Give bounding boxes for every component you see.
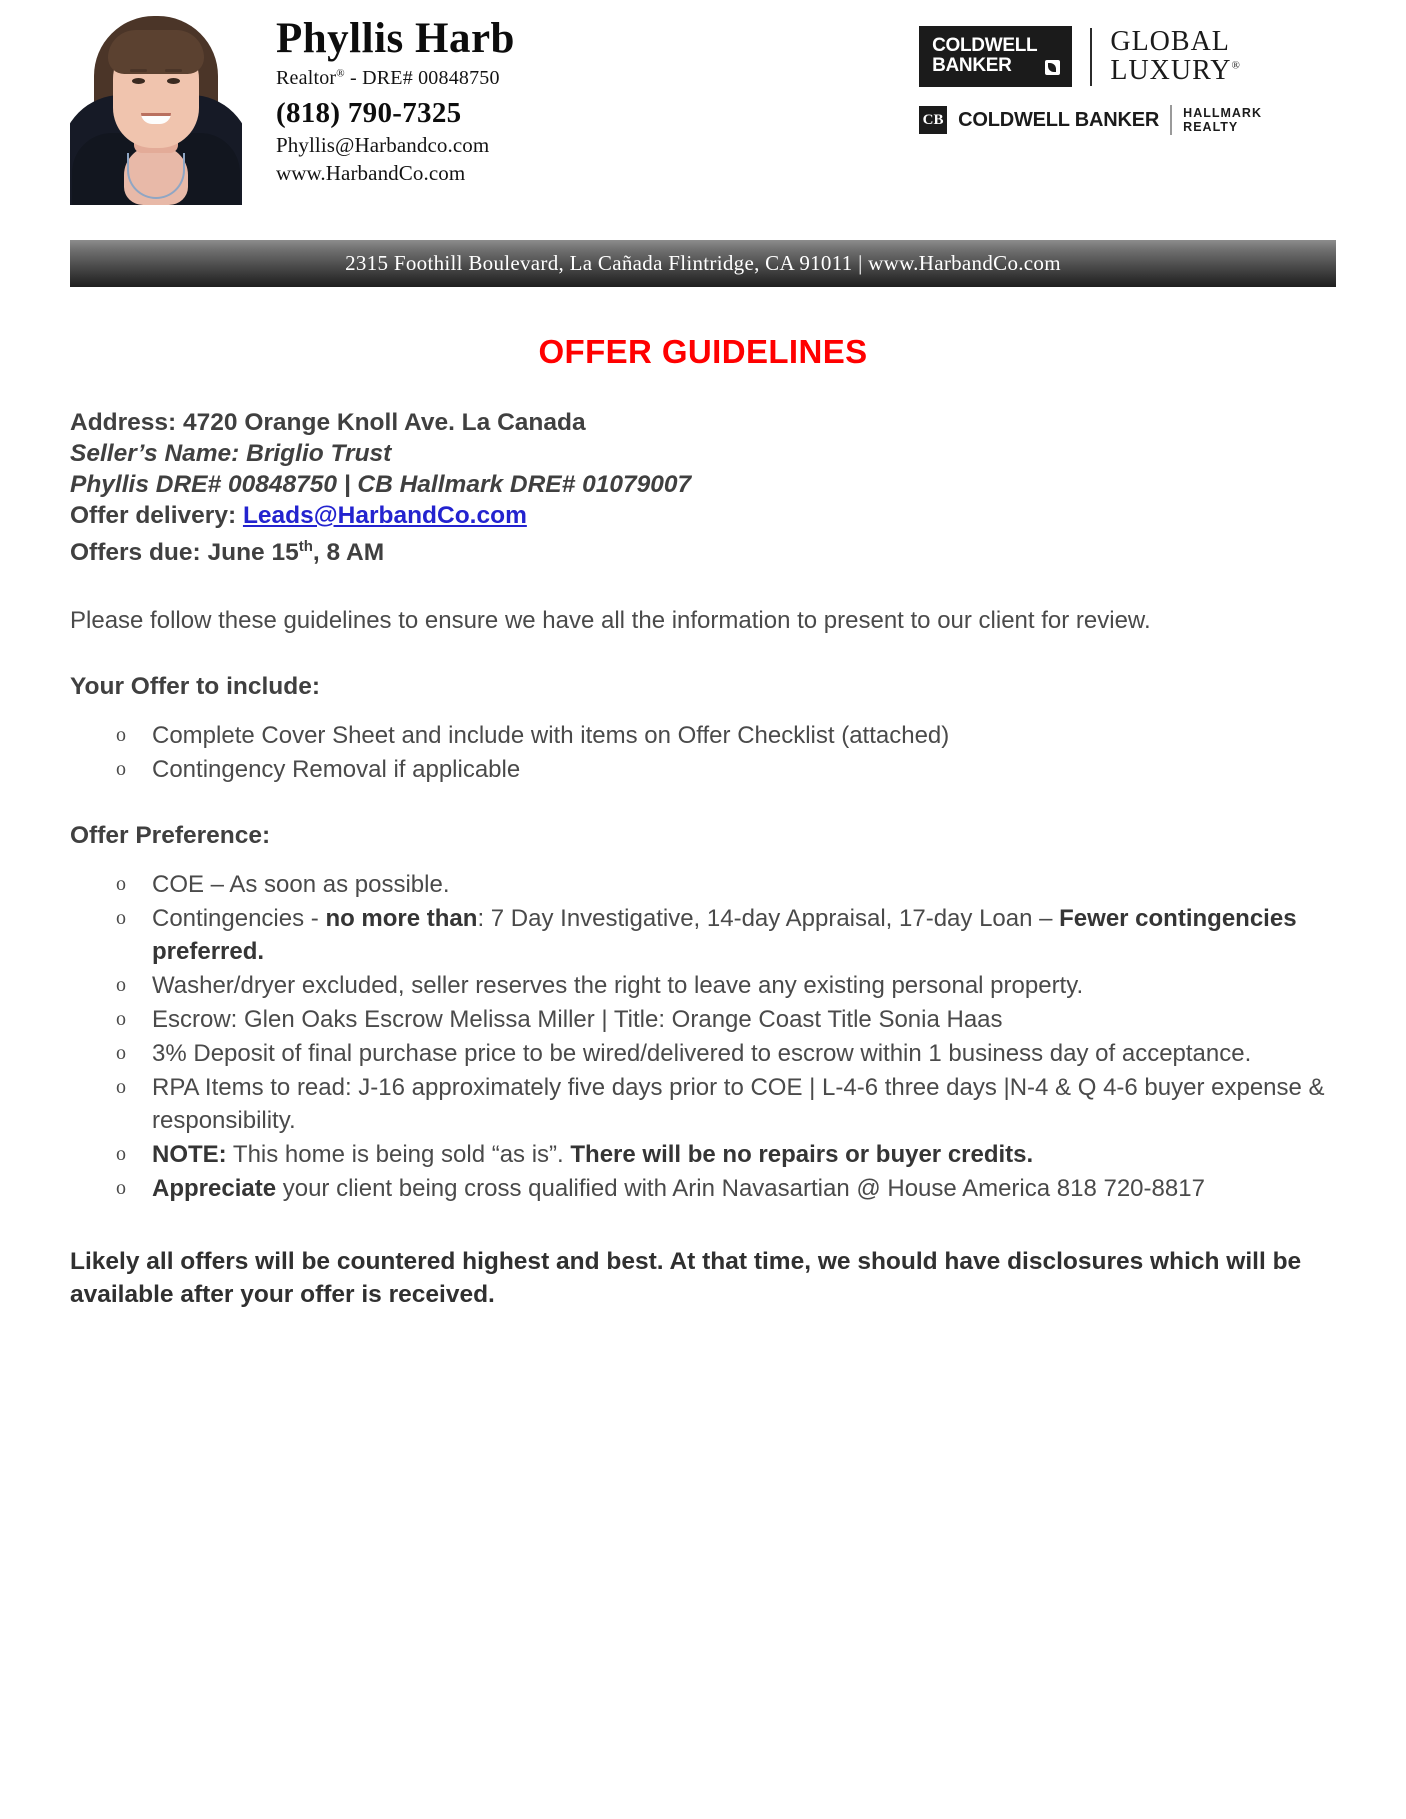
list-item-emphasis: no more than <box>325 905 478 933</box>
list-item-text: This home is being sold “as is”. <box>226 1141 571 1169</box>
coldwell-banker-badge <box>919 26 1072 87</box>
logo-divider <box>1090 28 1092 86</box>
global-luxury-wordmark <box>1110 25 1241 86</box>
offer-delivery-email-link[interactable]: Leads@HarbandCo.com <box>242 502 527 529</box>
list-item-emphasis: Appreciate <box>152 1175 277 1203</box>
agent-license-line: Realtor® - DRE# 00848750 <box>276 67 500 90</box>
office-address-text: 2315 Foothill Boulevard, La Cañada Flintridge, CA 91011 | www.HarbandCo.com <box>345 251 1061 275</box>
agent-dre-number: - DRE# 00848750 <box>344 67 500 90</box>
list-item-emphasis: NOTE: <box>152 1141 227 1169</box>
address-label: Address: <box>70 409 177 436</box>
office-address-bar <box>70 240 1336 287</box>
property-address-line <box>70 407 1336 438</box>
page-title: OFFER GUIDELINES <box>538 333 868 370</box>
list-item: o Complete Cover Sheet and include with items on Offer Checklist (attached) <box>108 719 1336 752</box>
coldwell-word: COLDWELL <box>932 35 1038 56</box>
list-item <box>108 969 1336 1002</box>
list-item <box>108 1172 1336 1205</box>
list-item <box>108 1138 1336 1171</box>
offers-due-line <box>70 531 1336 568</box>
your-offer-list <box>70 719 1336 786</box>
list-item-emphasis: There will be no repairs or buyer credits. <box>570 1141 1034 1169</box>
list-item-text: your client being cross qualified with Arin Navasartian @ House America 818 720-8817 <box>276 1175 1205 1203</box>
section-heading-offer-preference: Offer Preference: <box>70 822 271 850</box>
registered-trademark-icon: ® <box>1231 59 1241 72</box>
global-word: GLOBAL <box>1110 25 1230 57</box>
coldwell-banker-name: COLDWELL BANKER <box>958 108 1160 131</box>
section-heading-your-offer: Your Offer to include: <box>70 673 320 701</box>
letterhead <box>70 0 1336 240</box>
agent-headshot-photo <box>70 0 242 205</box>
coldwell-banker-global-luxury-logo <box>919 26 1241 87</box>
list-item-text: Contingencies - <box>152 905 326 933</box>
list-item <box>108 1037 1336 1070</box>
agent-phone: (818) 790-7325 <box>276 97 462 130</box>
offer-preference-list <box>70 868 1336 1205</box>
address-value: 4720 Orange Knoll Ave. La Canada <box>176 409 586 436</box>
offers-due-ordinal: th <box>298 538 313 555</box>
list-item-emphasis: Fewer contingencies preferred. <box>152 905 1297 966</box>
offer-delivery-label: Offer delivery: <box>70 502 243 529</box>
brokerage-logos <box>919 0 1336 135</box>
hallmark-word: HALLMARK <box>1183 106 1262 120</box>
realty-word: REALTY <box>1183 120 1239 134</box>
hallmark-divider <box>1170 105 1172 135</box>
banker-word: BANKER <box>932 55 1012 76</box>
offers-due-suffix: , 8 AM <box>312 539 385 567</box>
list-item: o Contingency Removal if applicable <box>108 753 1336 786</box>
offers-due-prefix: Offers due: June 15 <box>70 539 299 567</box>
luxury-word: LUXURY <box>1110 54 1232 86</box>
list-item <box>108 902 1336 968</box>
list-item-text: : 7 Day Investigative, 14-day Appraisal, 17-day Loan – <box>477 905 1060 933</box>
agent-email: Phyllis@Harbandco.com <box>276 133 490 158</box>
cb-monogram-text: CB <box>922 111 944 128</box>
agent-website: www.HarbandCo.com <box>276 161 466 186</box>
agent-name: Phyllis Harb <box>276 15 515 62</box>
intro-paragraph: Please follow these guidelines to ensure we have all the information to present to our client for review. <box>70 607 1151 635</box>
seller-name-line: Seller’s Name: Briglio Trust <box>70 440 392 467</box>
coldwell-banker-mark-icon <box>1045 60 1060 75</box>
closing-paragraph: Likely all offers will be countered highest and best. At that time, we should have disclosures which will be available after your offer is received. <box>70 1248 1302 1309</box>
list-item-text: COE – As soon as possible. <box>152 871 450 899</box>
list-item-text: Escrow: Glen Oaks Escrow Melissa Miller | Title: Orange Coast Title Sonia Haas <box>152 1006 1003 1034</box>
agent-contact-block <box>242 0 515 186</box>
offer-meta-block <box>70 407 1336 568</box>
list-item-text: Washer/dryer excluded, seller reserves the right to leave any existing personal property. <box>152 972 1084 1000</box>
list-item-text: 3% Deposit of final purchase price to be wired/delivered to escrow within 1 business day of acceptance. <box>152 1040 1252 1068</box>
offer-delivery-line <box>70 500 1336 531</box>
dre-numbers-line: Phyllis DRE# 00848750 | CB Hallmark DRE# 01079007 <box>70 471 692 498</box>
realtor-word: Realtor <box>276 67 337 90</box>
list-item <box>108 868 1336 901</box>
list-item <box>108 1071 1336 1137</box>
hallmark-realty-name <box>1183 106 1262 134</box>
coldwell-banker-hallmark-realty-logo <box>919 105 1262 135</box>
document-body <box>0 333 1406 1311</box>
list-item-text: RPA Items to read: J-16 approximately five days prior to COE | L-4-6 three days |N-4 & Q 4-6 buyer expense & responsibility. <box>152 1074 1325 1135</box>
cb-monogram-icon <box>919 106 947 134</box>
list-item <box>108 1003 1336 1036</box>
